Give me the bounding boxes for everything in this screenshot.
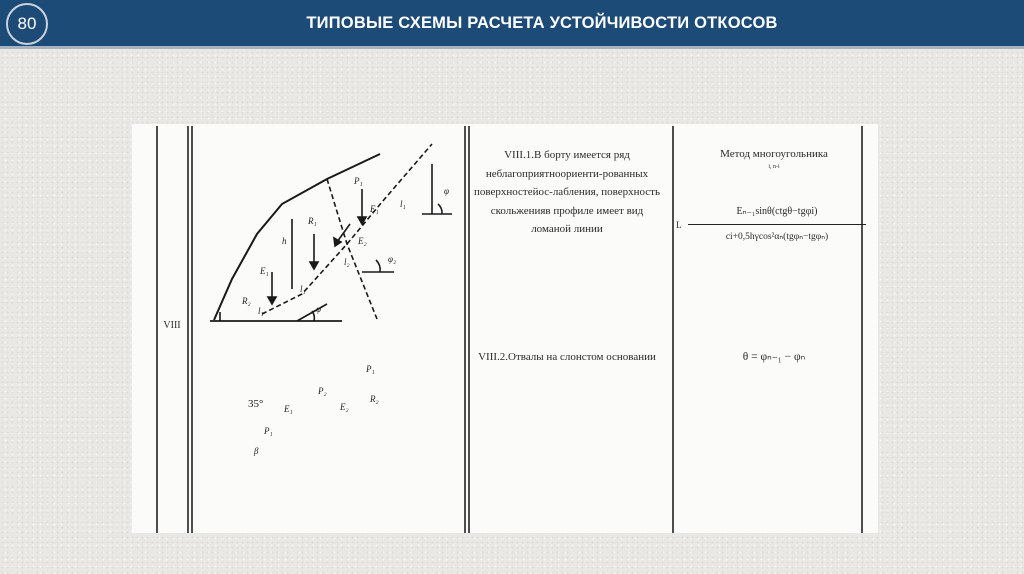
label-h: h (282, 236, 287, 246)
row1-description: VIII.1.В борту имеется ряд неблагоприятноориенти-рованных поверхностейос-лабления, поверхность скольженияв профиле имеет вид ломаной линии (473, 149, 660, 235)
label-phi-mid: φ₂ (388, 254, 397, 264)
slide-number-badge: 80 (6, 3, 48, 45)
formula-lhs: L (676, 220, 682, 230)
formula-numerator: Eₙ₋₁sinθ(ctgθ−tgφi) (736, 206, 818, 217)
label-d2-r2: R₂ (370, 394, 379, 404)
label-d2-p1: P₁ (366, 364, 375, 374)
label-d2-e1: E₁ (284, 404, 293, 414)
row-label-viii: VIII (163, 320, 181, 331)
row1-method-sub: i, n-i (768, 164, 780, 170)
row2-description: VIII.2.Отвалы на слонстом основании (478, 351, 656, 363)
label-d2-p-low: P₁ (264, 426, 273, 436)
label-r1: R₁ (308, 216, 317, 226)
label-r2: R₂ (242, 296, 251, 306)
label-l2: l₂ (344, 257, 350, 267)
slide-title: ТИПОВЫЕ СХЕМЫ РАСЧЕТА УСТОЙЧИВОСТИ ОТКОСОВ (306, 14, 778, 32)
label-e1-top: E₁ (370, 204, 379, 214)
scanned-table-image (132, 124, 878, 533)
label-l-bottom: l₁ (300, 284, 306, 294)
formula-fraction-bar (688, 224, 866, 225)
label-e1-low: E₁ (260, 266, 269, 276)
label-beta: β (254, 446, 259, 456)
formula-denominator: ci+0,5hγcos²αₙ(tgφₙ−tgφₙ) (725, 232, 829, 242)
slope-diagram-1 (210, 144, 452, 321)
label-e2: E₂ (358, 236, 367, 246)
label-p1: P₁ (354, 176, 363, 186)
label-phi-top: φ (444, 186, 449, 196)
label-angle-35: 35° (248, 398, 264, 410)
label-l1: l₁ (400, 199, 406, 209)
label-d2-p2: P₂ (318, 386, 327, 396)
title-bar (0, 0, 1024, 49)
label-d2-e2: E₂ (340, 402, 349, 412)
label-l-low: l₁ (258, 306, 264, 316)
row1-method: Метод многоугольника (720, 148, 828, 160)
row2-formula: θ = φₙ₋₁ − φₙ (742, 351, 806, 363)
label-phi-low: φ (316, 304, 321, 314)
